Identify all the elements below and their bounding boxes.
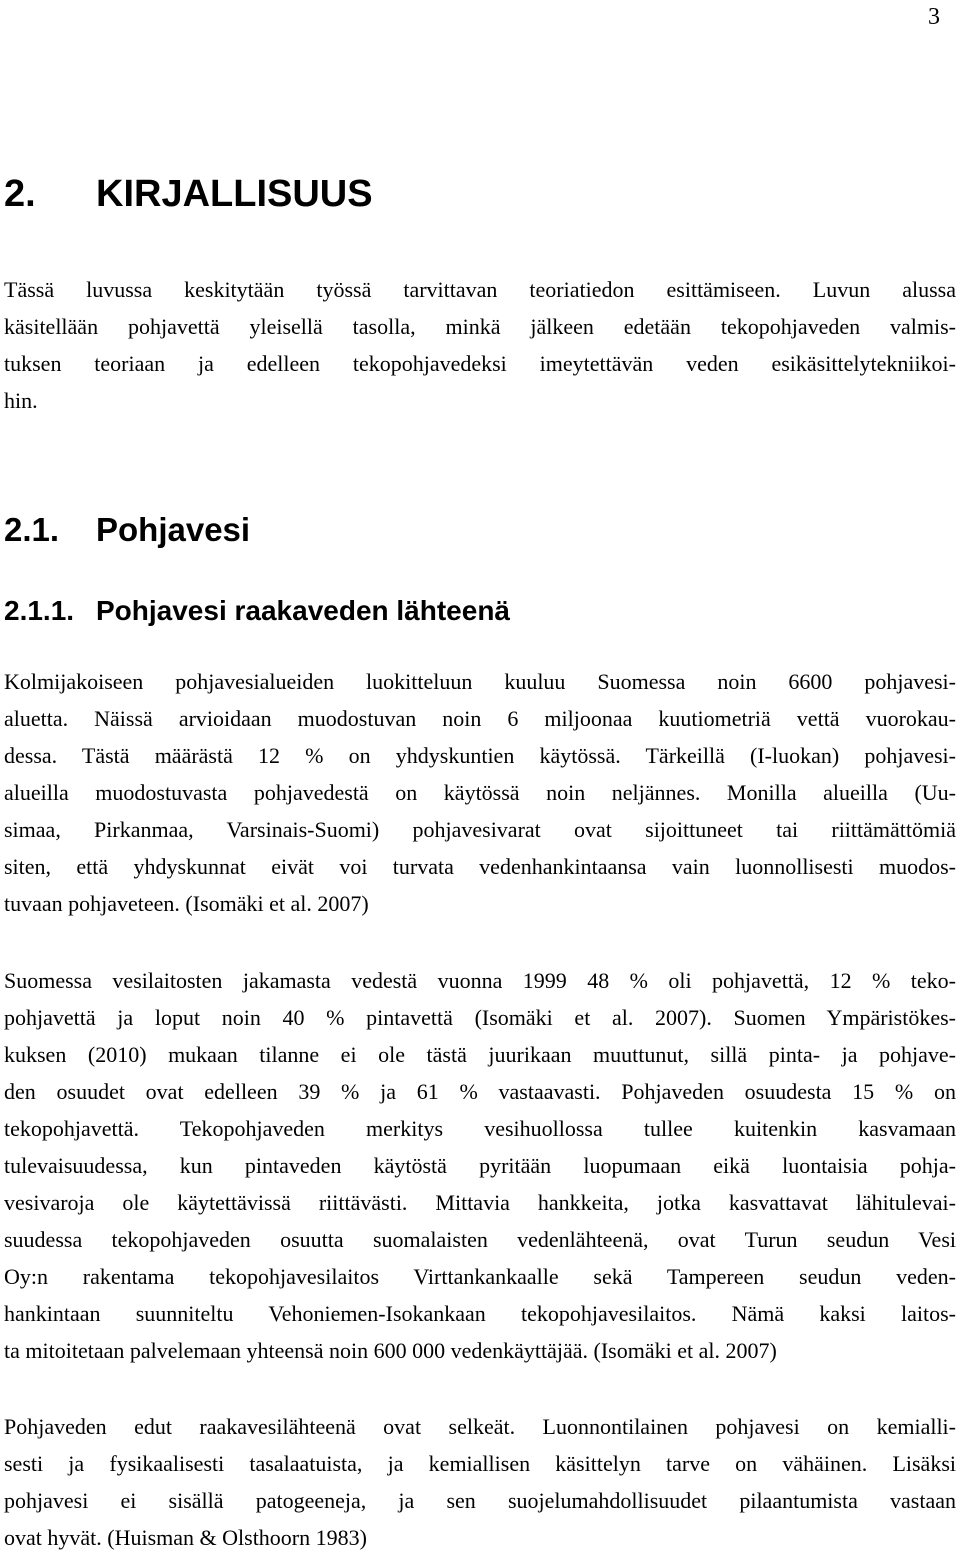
intro-paragraph [4,271,956,419]
text-line: dessa. Tästä määrästä 12 % on yhdyskuntien käytössä. Tärkeillä (I-luokan) pohjavesi- [4,743,956,768]
text-line: aluetta. Näissä arvioidaan muodostuvan noin 6 miljoonaa kuutiometriä vettä vuorokau- [4,706,956,731]
text-line: tulevaisuudessa, kun pintaveden käytöstä pyritään luopumaan eikä luontaisia pohja- [4,1153,956,1178]
text-line: Pohjaveden edut raakavesilähteenä ovat selkeät. Luonnontilainen pohjavesi on kemialli- [4,1414,956,1439]
page-number: 3 [928,4,940,30]
chapter-number: 2. [4,173,36,215]
text-line: tuvaan pohjaveteen. (Isomäki et al. 2007) [4,891,369,916]
text-line: simaa, Pirkanmaa, Varsinais-Suomi) pohjavesivarat ovat sijoittuneet tai riittämättömiä [4,817,956,842]
section-heading [4,508,250,552]
text-line: ovat hyvät. (Huisman & Olsthoorn 1983) [4,1525,367,1550]
text-line: suudessa tekopohjaveden osuutta suomalaisten vedenlähteenä, ovat Turun seudun Vesi [4,1227,956,1252]
text-line: den osuudet ovat edelleen 39 % ja 61 % vastaavasti. Pohjaveden osuudesta 15 % on [4,1079,956,1104]
text-line: sesti ja fysikaalisesti tasalaatuista, ja kemiallisen käsittelyn tarve on vähäinen. Lisäksi [4,1451,956,1476]
text-line: tekopohjavettä. Tekopohjaveden merkitys vesihuollossa tullee kuitenkin kasvamaan [4,1116,956,1141]
section-number: 2.1. [4,511,60,548]
text-line: pohjavettä ja loput noin 40 % pintavettä (Isomäki et al. 2007). Suomen Ympäristökes- [4,1005,956,1030]
text-line: Tässä luvussa keskitytään työssä tarvittavan teoriatiedon esittämiseen. Luvun alussa [4,277,956,302]
text-line: pohjavesi ei sisällä patogeeneja, ja sen suojelumahdollisuudet pilaantumista vastaan [4,1488,956,1513]
paragraph-2 [4,962,956,1369]
text-line: alueilla muodostuvasta pohjavedestä on käytössä noin neljännes. Monilla alueilla (Uu- [4,780,956,805]
text-line: siten, että yhdyskunnat eivät voi turvata vedenhankintaansa vain luonnollisesti muodos- [4,854,956,879]
paragraph-3 [4,1408,956,1556]
text-line: vesivaroja ole käytettävissä riittävästi. Mittavia hankkeita, jotka kasvattavat lähitulevai- [4,1190,956,1215]
text-line: hankintaan suunniteltu Vehoniemen-Isokankaan tekopohjavesilaitos. Nämä kaksi laitos- [4,1301,956,1326]
chapter-heading [4,170,373,218]
chapter-title: KIRJALLISUUS [96,173,373,215]
section-title: Pohjavesi [96,511,251,548]
subsection-number: 2.1.1. [4,595,75,626]
text-line: Oy:n rakentama tekopohjavesilaitos Virttankankaalle sekä Tampereen seudun veden- [4,1264,956,1289]
subsection-title: Pohjavesi raakaveden lähteenä [96,595,510,626]
text-line: Kolmijakoiseen pohjavesialueiden luokitteluun kuuluu Suomessa noin 6600 pohjavesi- [4,669,956,694]
text-line: käsitellään pohjavettä yleisellä tasolla, minkä jälkeen edetään tekopohjaveden valmis- [4,314,956,339]
text-line: kuksen (2010) mukaan tilanne ei ole tästä juurikaan muuttunut, sillä pinta- ja pohjave- [4,1042,956,1067]
paragraph-1 [4,663,956,922]
subsection-heading [4,591,510,631]
text-line: Suomessa vesilaitosten jakamasta vedestä vuonna 1999 48 % oli pohjavettä, 12 % teko- [4,968,956,993]
text-line: hin. [4,388,38,413]
text-line: tuksen teoriaan ja edelleen tekopohjavedeksi imeytettävän veden esikäsittelytekniikoi- [4,351,956,376]
text-line: ta mitoitetaan palvelemaan yhteensä noin 600 000 vedenkäyttäjää. (Isomäki et al. 2007) [4,1338,777,1363]
